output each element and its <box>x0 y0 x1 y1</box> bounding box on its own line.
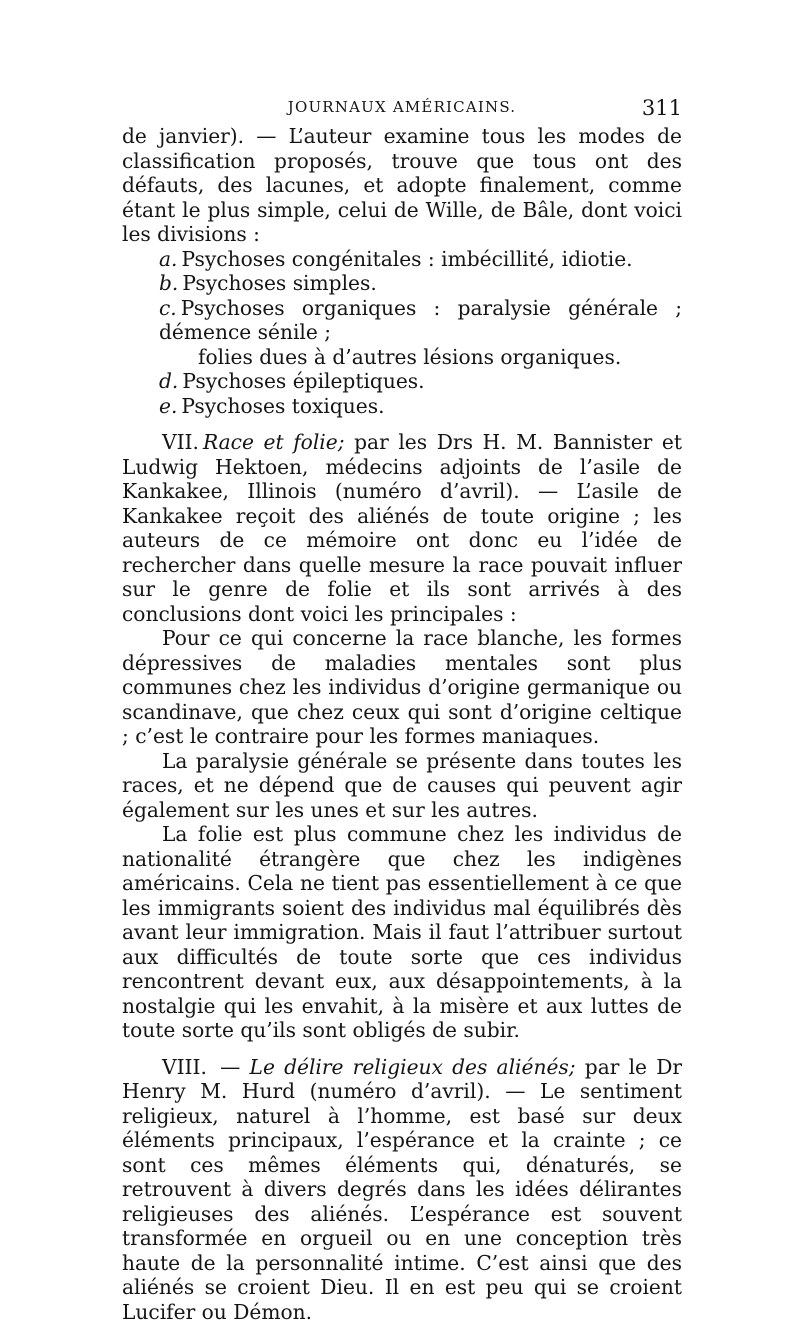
section-number: VIII. <box>162 1055 207 1079</box>
page-number: 311 <box>642 96 682 120</box>
book-page <box>122 96 682 1324</box>
intro-paragraph: de janvier). — L’auteur examine tous les modes de classification proposés, trouve que tous ont des défauts, des lacunes, et adopte finalement, comme étant le plus simple, celui de Wille, de Bâle, dont voici les divisions : <box>122 124 682 247</box>
section-dash: — <box>220 1055 240 1079</box>
division-list <box>122 247 682 419</box>
division-mark: a. <box>159 247 177 271</box>
page-body <box>122 124 682 1324</box>
division-item-c-continuation: folies dues à d’autres lésions organiques. <box>122 345 682 370</box>
division-mark: b. <box>159 271 178 295</box>
division-item-a <box>122 247 682 272</box>
division-item-d <box>122 369 682 394</box>
division-item-e <box>122 394 682 419</box>
section-vii-paragraph-2: La paralysie générale se présente dans toutes les races, et ne dépend que de causes qui peuvent agir également sur les unes et sur les autres. <box>122 749 682 823</box>
division-item-b <box>122 271 682 296</box>
running-title: JOURNAUX AMÉRICAINS. <box>122 98 682 116</box>
division-mark: c. <box>159 296 177 320</box>
section-byline: par les Drs H. M. Bannister et Ludwig Hektoen, médecins adjoints de l’asile de Kankakee, Illinois (numéro d’avril). — L’asile de Kankakee reçoit des aliénés de toute origine ; les auteurs de ce mémoire ont donc eu l’idée de rechercher dans quelle mesure la race pouvait influer sur le genre de folie et ils sont arrivés à des conclusions dont voici les principales : <box>122 430 682 626</box>
division-mark: d. <box>159 369 178 393</box>
section-title: Le délire religieux des aliénés; <box>250 1055 576 1079</box>
section-vii-heading <box>122 430 682 626</box>
section-vii-paragraph-1: Pour ce qui concerne la race blanche, les formes dépressives de maladies mentales sont plus communes chez les individus d’origine germanique ou scandinave, que chez ceux qui sont d’origine celtique ; c’est le contraire pour les formes maniaques. <box>122 626 682 749</box>
division-text: Psychoses congénitales : imbécillité, idiotie. <box>181 247 632 271</box>
section-viii-heading <box>122 1055 682 1324</box>
section-byline: par le Dr Henry M. Hurd (numéro d’avril). — Le sentiment religieux, naturel à l’homme, est basé sur deux éléments principaux, l’espérance et la crainte ; ce sont ces mêmes éléments qui, dénaturés, se retrouvent à divers degrés dans les idées délirantes religieuses des aliénés. L’espérance est souvent transformée en orgueil ou en une conception très haute de la personnalité intime. C’est ainsi que des aliénés se croient Dieu. Il en est peu qui se croient Lucifer ou Démon. <box>122 1055 682 1324</box>
division-item-c <box>122 296 682 345</box>
section-title: Race et folie; <box>203 430 345 454</box>
division-text: Psychoses toxiques. <box>181 394 384 418</box>
division-text: Psychoses épileptiques. <box>182 369 424 393</box>
page-header <box>122 96 682 124</box>
section-number: VII. <box>162 430 199 454</box>
division-text: Psychoses organiques : paralysie générale ; démence sénile ; <box>159 296 682 345</box>
division-text: Psychoses simples. <box>182 271 376 295</box>
section-vii-paragraph-3: La folie est plus commune chez les individus de nationalité étrangère que chez les indigènes américains. Cela ne tient pas essentiellement à ce que les immigrants soient des individus mal équilibrés dès avant leur immigration. Mais il faut l’attribuer surtout aux difficultés de toute sorte que ces individus rencontrent devant eux, aux désappointements, à la nostalgie qui les envahit, à la misère et aux luttes de toute sorte qu’ils sont obligés de subir. <box>122 822 682 1043</box>
division-mark: e. <box>159 394 177 418</box>
